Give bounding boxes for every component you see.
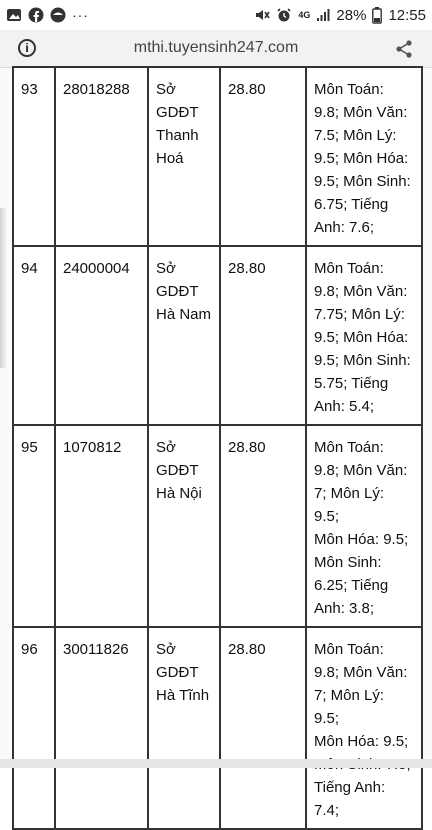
dept-line: Sở — [156, 439, 176, 456]
table-row — [13, 627, 422, 829]
clock: 12:55 — [388, 6, 426, 24]
page-content[interactable] — [0, 68, 432, 819]
rank-cell: 93 — [13, 67, 55, 246]
rank-cell: 94 — [13, 246, 55, 425]
detail-line: Tiếng Anh: — [314, 779, 386, 796]
browser-url-bar[interactable] — [0, 30, 432, 68]
subject-scores-cell — [306, 246, 422, 425]
url-text[interactable]: mthi.tuyensinh247.com — [133, 39, 299, 56]
subject-scores-cell — [306, 67, 422, 246]
data-icon — [298, 11, 310, 20]
table-row — [13, 425, 422, 627]
table-row — [13, 246, 422, 425]
detail-line: Môn Hóa: 9.5; — [314, 531, 409, 548]
detail-line: 7; Môn Lý: 9.5; — [314, 687, 385, 727]
candidate-id-cell: 1070812 — [55, 425, 148, 627]
candidate-id-cell: 24000004 — [55, 246, 148, 425]
mute-icon — [254, 7, 270, 23]
detail-line: 5.75; Tiếng — [314, 375, 389, 392]
detail-line: Môn Hóa: 9.5; — [314, 733, 409, 750]
detail-line: 7.75; Môn Lý: — [314, 306, 405, 323]
detail-line: Anh: 7.6; — [314, 219, 375, 236]
candidate-id-cell: 30011826 — [55, 627, 148, 829]
detail-line: 7.5; Môn Lý: — [314, 127, 397, 144]
rank-cell: 96 — [13, 627, 55, 829]
dept-line: Sở — [156, 81, 176, 98]
detail-line: 6.75; Tiếng — [314, 196, 389, 213]
photos-icon — [6, 7, 22, 23]
department-cell — [148, 627, 220, 829]
edge-shadow — [0, 208, 6, 368]
department-cell — [148, 67, 220, 246]
detail-line: 7.4; — [314, 802, 340, 819]
system-icons — [254, 7, 426, 24]
dept-line: Sở — [156, 260, 176, 277]
detail-line: 9.5; Môn Hóa: — [314, 150, 409, 167]
dept-line: Hà Nam — [156, 306, 212, 323]
total-score-cell: 28.80 — [220, 67, 306, 246]
detail-line: Môn Toán: — [314, 641, 384, 658]
department-cell — [148, 425, 220, 627]
dept-line: GDĐT — [156, 462, 199, 479]
detail-line: 9.8; Môn Văn: — [314, 664, 408, 681]
subject-scores-cell — [306, 627, 422, 829]
notification-icons — [6, 7, 89, 23]
dept-line: Hà Tĩnh — [156, 687, 210, 704]
network-type: 4G — [298, 9, 311, 20]
signal-icon — [316, 8, 330, 22]
detail-line: Anh: 5.4; — [314, 398, 375, 415]
dept-line: Thanh — [156, 127, 199, 144]
dept-line: GDĐT — [156, 104, 199, 121]
dept-line: Hà Nội — [156, 485, 202, 502]
results-table — [12, 66, 423, 830]
navigation-gesture-bar — [0, 759, 432, 768]
facebook-icon — [28, 7, 44, 23]
info-icon[interactable]: i — [18, 39, 36, 57]
dept-line: Hoá — [156, 150, 184, 167]
detail-line: 7; Môn Lý: 9.5; — [314, 485, 385, 525]
total-score-cell: 28.80 — [220, 627, 306, 829]
detail-line: 9.8; Môn Văn: — [314, 462, 408, 479]
detail-line: Môn Toán: — [314, 439, 384, 456]
dept-line: GDĐT — [156, 664, 199, 681]
more-notifications: ··· — [72, 7, 89, 23]
detail-line: 9.5; Môn Hóa: — [314, 329, 409, 346]
dept-line: Sở — [156, 641, 176, 658]
total-score-cell: 28.80 — [220, 425, 306, 627]
table-row — [13, 67, 422, 246]
detail-line: Môn Sinh: — [314, 554, 382, 571]
detail-line: 6.25; Tiếng — [314, 577, 389, 594]
share-icon[interactable] — [394, 39, 414, 59]
detail-line: Môn Toán: — [314, 81, 384, 98]
dept-line: GDĐT — [156, 283, 199, 300]
rank-cell: 95 — [13, 425, 55, 627]
detail-line: 9.8; Môn Văn: — [314, 104, 408, 121]
alarm-icon — [276, 7, 292, 23]
battery-percent: 28% — [336, 6, 367, 24]
detail-line: Anh: 3.8; — [314, 600, 375, 617]
detail-line: Môn Toán: — [314, 260, 384, 277]
detail-line: 9.5; Môn Sinh: — [314, 173, 411, 190]
messenger-icon — [50, 7, 66, 23]
status-bar — [0, 0, 432, 30]
battery-icon — [372, 7, 382, 24]
detail-line: 9.8; Môn Văn: — [314, 283, 408, 300]
total-score-cell: 28.80 — [220, 246, 306, 425]
candidate-id-cell: 28018288 — [55, 67, 148, 246]
subject-scores-cell — [306, 425, 422, 627]
department-cell — [148, 246, 220, 425]
detail-line: 9.5; Môn Sinh: — [314, 352, 411, 369]
